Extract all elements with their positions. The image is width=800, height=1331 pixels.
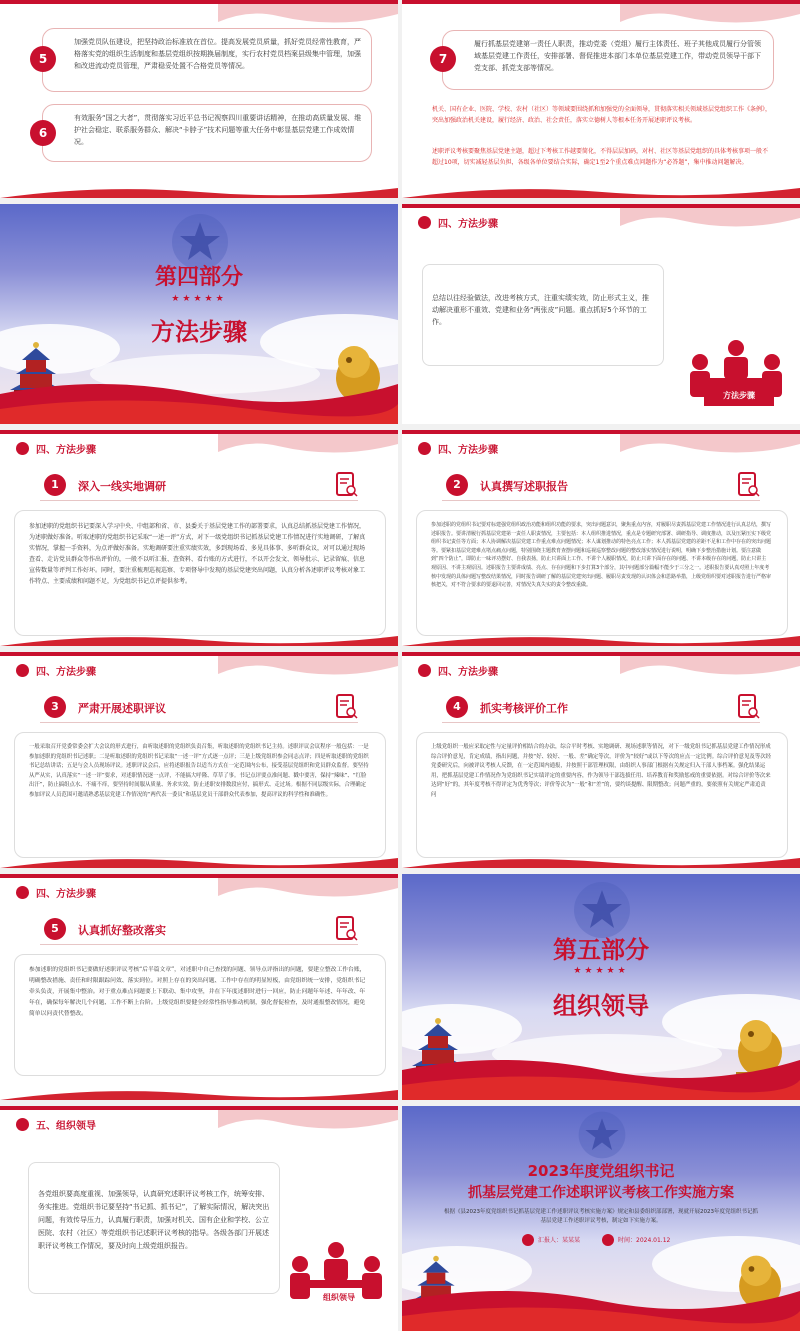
step-content-card xyxy=(14,510,386,636)
section-title: 四、方法步骤 xyxy=(438,219,498,230)
step-content-card xyxy=(416,510,788,636)
red-wave-decoration xyxy=(402,1030,800,1100)
slide-header xyxy=(0,874,398,914)
step-content-card xyxy=(14,954,386,1076)
header-wave-decoration xyxy=(218,1110,398,1136)
step-heading xyxy=(40,694,358,724)
document-search-icon xyxy=(336,916,358,942)
step-number: 1 xyxy=(44,474,66,496)
section-title: 四、方法步骤 xyxy=(36,667,96,678)
slide-8-step-4 xyxy=(402,652,800,868)
stars-decoration: ★★★★★ xyxy=(171,294,227,304)
slide-header xyxy=(402,430,800,470)
footer-wave xyxy=(402,854,800,868)
main-title-line-2: 抓基层党建工作述职评议考核工作实施方案 xyxy=(468,1185,734,1201)
red-wave-decoration xyxy=(0,354,398,424)
step-number: 4 xyxy=(446,696,468,718)
red-paragraph: 机关、国有企业、医院、学校、农村（社区）等领域要围绕抓和加强党的全面领导，贯彻落实相关领域基层党组织工作《条例》，突出加强政治机关建设，履行经济、政治、社会责任，落实立德树人等根本任务开展述职评议考核。 xyxy=(432,106,772,124)
slide-header xyxy=(0,652,398,692)
item-number-badge: 7 xyxy=(430,46,456,72)
step-label: 认真抓好整改落实 xyxy=(78,924,166,937)
section-subtitle: 方法步骤 xyxy=(151,318,247,346)
header-wave-decoration xyxy=(620,656,800,682)
step-content-card xyxy=(14,732,386,858)
main-title-line-1: 2023年度党组织书记 xyxy=(527,1162,675,1180)
cover-description: 根据《县2023年度党组织书记抓基层党建工作述职评议考核实施方案》规定和县委组织部部署，现就开展2023年度党组织书记抓基层党建工作述职评议考核，制定如下实施方案。 xyxy=(444,1209,758,1224)
item-text: 履行抓基层党建第一责任人职责，推动党委（党组）履行主体责任、班子其他成员履行分管领域基层党建工作责任，安排部署、督促推进本部门本单位基层党建工作，带动党员领导干部下党支部、抓党支部等情况。 xyxy=(474,40,761,72)
date-label: 时间：2024.01.12 xyxy=(618,1237,671,1244)
slide-9-step-5 xyxy=(0,874,398,1100)
document-search-icon xyxy=(738,472,760,498)
header-wave-decoration xyxy=(218,434,398,460)
header-wave-decoration xyxy=(218,4,398,30)
footer-wave xyxy=(0,632,398,646)
step-number: 3 xyxy=(44,696,66,718)
item-text: 有效服务“国之大者”，贯彻落实习近平总书记视察四川重要讲话精神，在推动高质量发展、维护社会稳定、联系服务群众、解决“卡脖子”技术问题等重大任务中彰显基层党建工作成效情况。 xyxy=(74,114,362,146)
item-text: 加强党员队伍建设，把坚持政治标准放在首位。提高发展党员质量，抓好党员经常性教育，严格落实党的组织生活制度和基层党组织按期换届制度，实行农村党员档案县级集中管理，加强和改进流动党员管理，严肃稳妥处置不合格党员等情况。 xyxy=(74,38,361,70)
footer-wave xyxy=(0,184,398,198)
slide-header xyxy=(0,430,398,470)
footer-wave xyxy=(402,632,800,646)
header-wave-decoration xyxy=(620,208,800,234)
document-search-icon xyxy=(336,694,358,720)
footer-wave xyxy=(0,854,398,868)
section-title: 四、方法步骤 xyxy=(36,889,96,900)
header-wave-decoration xyxy=(218,656,398,682)
step-heading xyxy=(442,472,760,502)
slide-6-step-2 xyxy=(402,430,800,646)
item-number-badge: 5 xyxy=(30,46,56,72)
org-text: 各党组织要高度重视、加强领导，认真研究述职评议考核工作，统筹安排、务实推进。党组织书记要坚持“书记抓、抓书记”，了解实际情况，解决突出问题，有效传导压力，认真履行职责，加强对机关、国有企业和学校、公立医院、农村（社区）等党组织书记述职评议考核的指导。各级各部门开展述职评议考核工作情况，要及时向上级党组织报告。 xyxy=(38,1190,270,1250)
method-steps-badge: 方法步骤 xyxy=(704,386,774,406)
footer-wave xyxy=(402,184,800,198)
document-search-icon xyxy=(336,472,358,498)
slide-header xyxy=(402,204,800,244)
step-heading xyxy=(40,916,358,946)
slide-10-section-cover xyxy=(402,874,800,1100)
step-number: 2 xyxy=(446,474,468,496)
step-text: 参加述职的党组织书记要做好述职评议考核“后半篇文章”，对述职中自己查找的问题、领导点评指出的问题，要建立整改工作台账，明确整改措施、责任和时限跟踪问效、落实到位。对照上存在的突出问题、工作中存在的明显短板，由党组织统一安排，党组织书记牵头负责，开展集中整治。对于重点难点问题要上下联动、集中攻坚，并在下年度述职时进行一回应，防止问题年年述、年年改、年年在，确保每年解决几个问题、工作不断上台阶。上级党组织要健全经常性指导推动机制，强化督促检查，及时通报整改情况，避免简单以问责代替整改。 xyxy=(29,967,366,1017)
intro-text: 总结以往经验做法，改进考核方式，注重实绩实效，防止形式主义，推动解决重形不重效、党建和业务“两张皮”问题。重点抓好5个环节的工作。 xyxy=(432,294,649,326)
slide-1 xyxy=(0,0,398,198)
item-number-badge: 6 xyxy=(30,120,56,146)
step-label: 严肃开展述职评议 xyxy=(78,702,166,715)
step-heading xyxy=(40,472,358,502)
slide-3-section-cover xyxy=(0,204,398,424)
clock-icon xyxy=(602,1234,614,1246)
reporter-label: 汇报人：某某某 xyxy=(538,1237,581,1244)
slide-2 xyxy=(402,0,800,198)
section-number-title: 第四部分 xyxy=(154,265,243,290)
slide-7-step-3 xyxy=(0,652,398,868)
step-content-card xyxy=(416,732,788,858)
step-text: 一般采取召开党委常委会扩大会议的形式进行，由听取述职的党组织负责召集，听取述职的党组织书记主持。述职评议会议程序一般包括：一是参加述职的党组织书记述职；二是听取述职的党组织书记采取“一述一评”方式逐一点评；三是上级党组织参会同志点评；四是听取述职的党组织书记总结讲话；五是与会人员现场评议。述职评议会后，应将述职报告以适当方式在一定范围内公布，接受基层党组织和党员群众监督。要坚持从严从实，认真落实“一述一评”要求，对述职情况逐一点评，不能搞大呼隆、草草了事。书记点评要点准问题、戳中要害，保持“辣味”、“红脸出汗”，防止搞组点水、不痛不痒，要坚持时间服从质量、务求实效，防止述职安排数段应付，搞形式、走过场。根据不同层级实际，合理确定参加评议人员范围可邀请熟悉基层党建工作情况的“两代表一委员”和基层党员干部群众代表参加，提高评议的科学性和准确性。 xyxy=(29,744,369,798)
slide-11 xyxy=(0,1106,398,1331)
section-title: 四、方法步骤 xyxy=(438,667,498,678)
header-wave-decoration xyxy=(620,434,800,460)
section-number-title: 第五部分 xyxy=(553,936,649,964)
slide-header xyxy=(402,652,800,692)
org-leadership-badge: 组织领导 xyxy=(323,1293,355,1302)
document-search-icon xyxy=(738,694,760,720)
footer-wave xyxy=(0,1086,398,1100)
star-emblem-icon xyxy=(577,1110,627,1160)
section-title: 五、组织领导 xyxy=(36,1121,96,1132)
step-label: 抓实考核评价工作 xyxy=(480,702,568,715)
slide-4 xyxy=(402,204,800,424)
step-text: 参加述职的党组织书记要深入学习中央、中组部和省、市、县委关于基层党建工作的部署要求，认真总结抓基层党建工作情况，为述职做好准备。听取述职的党组织书记采取“一述一评”方式，对下一级党组织书记抓基层党建工作情况进行实地调研，了解真实情况，掌握一手资料，为点评做好准备。实地调研要注重实绩实效，多到现场看、多见具体事、多听群众议，对可以通过现场查看、走访党员群众等作出评价的，一般不以听汇报、查资料、看台账的方式进行，不以开会发文、领导批示、记录留痕、信息宣传数量等评判工作好坏。同时，要注重梳理巡视巡察、专项督导中发现的基层党建突出问题，认真分析各述职评议考核对象工作特点、主要成绩和问题不足，为党组织书记点评提供参考。 xyxy=(29,523,366,585)
section-title: 四、方法步骤 xyxy=(36,445,96,456)
step-number: 5 xyxy=(44,918,66,940)
step-heading xyxy=(442,694,760,724)
step-text: 参加述职的党组织书记要对标建强党组织政治功能和组织功能的要求，突出问题意识，聚焦重点内容，对履职尽责抓基层党建工作情况进行认真总结，撰写述职报告。要讲清履行抓基层党建第一责任人职责情况，主要包括：本人组织推进情况，重点是专题研究部署、调研指导、调度推动，以及压紧压实下级党组织书记责任等方面；本人协调解决基层党建工作重点难点问题情况；本人谋划推动的特色亮点工作；本人抓基层党建的差距不足和工作中存在的突出问题等。要紧扣基层党建难点堵点痛点问题，特别围绕主题教育查摆问题和巡视巡察整改问题的整改落实情况进行说明，明确下步整治措施计划。要注意做到“四个防止”，即防止一味评功摆好、自我表扬，防止只讲面上工作、不讲个人履职情况，防止只讲下面存在的问题、不讲本级存在的问题，防止只讲主观原因、不讲主观原因。述职报告主要讲成绩、亮点、存在问题和下步打算3个部分，其中问题部分篇幅不能少于三分之一。述职报告要认真对照上年度考核中发现的具体问题写整改结果情况，同时报告调研了解的基层党建突出问题、履职尽责发现的认识体会和思路举措，上级党组织要对述职报告进行严格审核把关，对不符合要求的要退回完善，对情况失真失实的责令整改重做。 xyxy=(431,522,772,589)
person-icon xyxy=(522,1234,534,1246)
red-wave-decoration xyxy=(402,1261,800,1331)
slide-5-step-1 xyxy=(0,430,398,646)
stars-decoration: ★★★★★ xyxy=(573,966,629,976)
step-label: 深入一线实地调研 xyxy=(78,480,166,493)
red-paragraph: 述职评议考核要聚焦基层党建主题，超过下考核工作越要简化，不得层层加码，对村、社区等基层党组织的具体考核事项一般不超过10项，切实减轻基层负担，各级各单位要结合实际，确定1至2个重点难点问题作为“必答题”，集中推动问题解决。 xyxy=(432,148,769,166)
slide-12-cover xyxy=(402,1106,800,1331)
slide-header xyxy=(0,1106,398,1146)
section-subtitle: 组织领导 xyxy=(553,992,649,1020)
section-title: 四、方法步骤 xyxy=(438,445,498,456)
header-wave-decoration xyxy=(620,4,800,30)
header-wave-decoration xyxy=(218,878,398,904)
step-text: 上级党组织一般应采取定性与定量评价相结合的办法，综合平时考核、实地调研、现场述职等情况，对下一级党组书记抓基层党建工作情况形成综合评价意见，肯定成绩，指出问题，并按“好、较好、一般、差”确定等次，评价为“较好”或以下等次的应点一定比例。综合评价意见及等次经党委研究后，向被评议考核人反馈，在一定范围内通报，并按照干部管理权限，由组织人事部门根据有关规定归入干部人事档案。强化结果运用，把抓基层党建工作情况作为党组织书记实绩评定的重要内容，作为领导干部选拔任用、培养教育和奖励惩戒的重要依据。对综合评价等次来达到“好”的，其年度考核不得评定为优秀等次；评价等次为“一般”和“差”的，要约谈提醒、限期整改；问题严重的，要依照有关规定严肃追责问 xyxy=(431,744,771,798)
step-label: 认真撰写述职报告 xyxy=(480,480,568,493)
